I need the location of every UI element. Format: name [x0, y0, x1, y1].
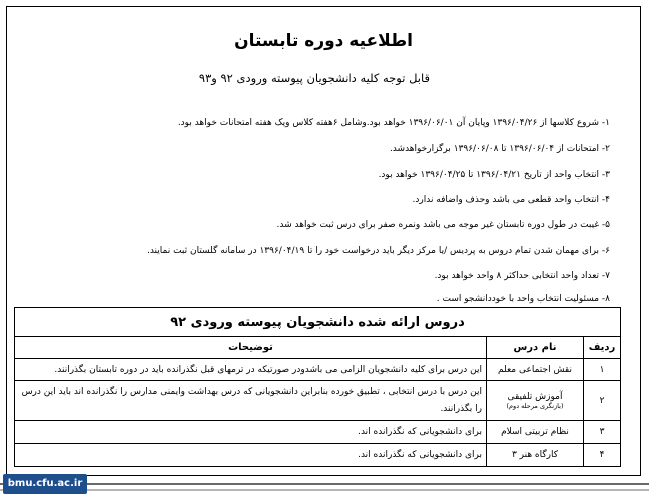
- list-item: ۱- شروع کلاسها از ۱۳۹۶/۰۴/۲۶ وپایان آن ۱۳۹۶/۰۶/۰۱ خواهد بود.وشامل ۶هفته کلاس ویک هفته امتحانات خواهد بود.: [177, 118, 610, 128]
- header-name: نام درس: [487, 337, 584, 359]
- row-desc: این درس برای کلیه دانشجویان الزامی می باشدودر صورتیکه در ترمهای قبل نگذرانده باید در دوره تابستان بگذرانند.: [15, 359, 487, 381]
- footer-stripe: [0, 489, 649, 491]
- table-title: دروس ارائه شده دانشجویان پیوسته ورودی ۹۲: [15, 308, 621, 337]
- site-watermark: bmu.cfu.ac.ir: [3, 474, 87, 494]
- row-name: نقش اجتماعی معلم: [487, 359, 584, 381]
- row-desc: برای دانشجویانی که نگذرانده اند.: [15, 444, 487, 467]
- row-name: نظام تربیتی اسلام: [487, 421, 584, 444]
- list-item: ۷- تعداد واحد انتخابی حداکثر ۸ واحد خواهد بود.: [434, 271, 610, 281]
- row-num: ۲: [584, 381, 621, 421]
- list-item: ۲- امتحانات از ۱۳۹۶/۰۶/۰۴ تا ۱۳۹۶/۰۶/۰۸ برگزارخواهدشد.: [389, 144, 610, 154]
- table-row: [15, 444, 621, 467]
- list-item: ۵- غیبت در طول دوره تابستان غیر موجه می باشد ونمره صفر برای درس ثبت خواهد شد.: [276, 220, 610, 230]
- subtitle: قابل توجه کلیه دانشجویان پیوسته ورودی ۹۲ و۹۳: [198, 71, 430, 85]
- table-row: [15, 421, 621, 444]
- list-item: ۳- انتخاب واحد از تاریخ ۱۳۹۶/۰۴/۲۱ تا ۱۳۹۶/۰۴/۲۵ خواهد بود.: [378, 170, 610, 180]
- footer-stripe: [0, 483, 649, 485]
- row-num: ۱: [584, 359, 621, 381]
- page-title: اطلاعیه دوره تابستان: [234, 31, 413, 51]
- list-item: ۴- انتخاب واحد قطعی می باشد وحذف واضافه ندارد.: [412, 195, 610, 205]
- row-name-cell: [487, 381, 584, 421]
- row-name: آموزش تلفیقی: [507, 391, 563, 402]
- table-row: [15, 381, 621, 421]
- row-name: کارگاه هنر ۳: [487, 444, 584, 467]
- list-item: ۸- مسئولیت انتخاب واحد با خوددانشجو است .: [436, 294, 610, 304]
- row-num: ۴: [584, 444, 621, 467]
- header-desc: توضیحات: [15, 337, 487, 359]
- row-note: (بازنگری مرحله دوم): [506, 401, 564, 410]
- table-row: [15, 359, 621, 381]
- courses-table: [14, 307, 621, 467]
- header-num: ردیف: [584, 337, 621, 359]
- list-item: ۶- برای مهمان شدن تمام دروس به پردیس /یا مرکز دیگر باید درخواست خود را تا ۱۳۹۶/۰۴/۱۹ در سامانه گلستان ثبت نمایند.: [146, 246, 610, 256]
- row-desc: برای دانشجویانی که نگذرانده اند.: [15, 421, 487, 444]
- footer-bar: [0, 477, 649, 499]
- row-num: ۳: [584, 421, 621, 444]
- row-desc: این درس با درس انتخابی ، تطبیق خورده بنابراین دانشجویانی که درس بهداشت وایمنی مدارس را نگذرانده اند باید این درس را بگذرانند.: [15, 381, 487, 421]
